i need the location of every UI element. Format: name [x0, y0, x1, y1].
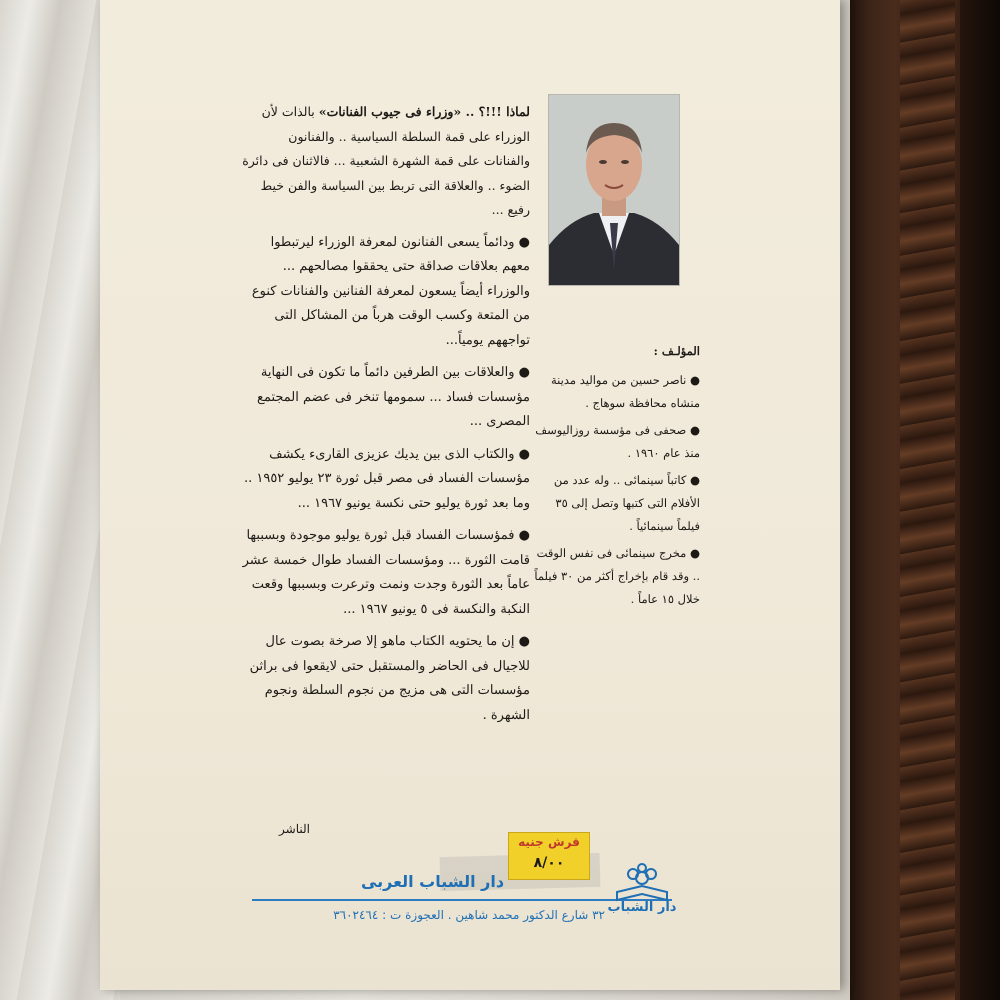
author-item: ● مخرج سينمائى فى نفس الوقت .. وقد قام بإخراج أكثر من ٣٠ فيلماً خلال ١٥ عاماً . — [534, 546, 700, 606]
intro-question: لماذا !!!؟ .. «وزراء فى جيوب الفنانات» — [318, 104, 530, 119]
frame-carving — [900, 0, 955, 1000]
author-photo — [548, 94, 680, 286]
publisher-signature: الناشر — [279, 822, 310, 836]
author-bio — [530, 340, 700, 615]
author-portrait-image — [549, 95, 679, 285]
price-label: قرش جنيه — [518, 835, 580, 849]
author-item: ● كاتباً سينمائى .. وله عدد من الأفلام التى كتبها وتصل إلى ٣٥ فيلماً سينمائياً . — [553, 473, 700, 533]
intro-paragraph — [240, 100, 530, 223]
author-heading: المؤلـف : — [653, 344, 700, 358]
blurb-paragraph-1: ● ودائماً يسعى الفنانون لمعرفة الوزراء ليرتبطوا معهم بعلاقات صداقة حتى يحققوا مصالحهم ... والوزراء أيضاً يسعون لمعرفة الفنانين والفنانات كنوع من المتعة وكسب الوقت هرباً من المشاكل التى تواجههم يومياً... — [251, 234, 530, 348]
frame-edge — [960, 0, 1000, 1000]
publisher-name: دار الشباب العربى — [360, 872, 505, 891]
blurb-paragraph-5: ● إن ما يحتويه الكتاب ماهو إلا صرخة بصوت عال للاجيال فى الحاضر والمستقبل حتى لايقعوا فى براثن مؤسسات التى هى مزيج من نجوم السلطة ونجوم الشهرة . — [249, 634, 530, 723]
publisher-logo-text: دار الشباب — [607, 900, 677, 915]
intro-body: بالذات لأن الوزراء على قمة السلطة السياسية .. والفنانون والفنانات على قمة الشهرة الشعبية ... فالاثنان فى دائرة الضوء .. والعلاقة التى تربط بين السياسة والفن خيط رفيع ... — [242, 104, 530, 217]
price-sticker — [508, 832, 590, 880]
blurb-paragraph-2: ● والعلاقات بين الطرفين دائماً ما تكون فى النهاية مؤسسات فساد ... سمومها تنخر فى عضم المجتمع المصرى ... — [257, 365, 530, 429]
author-item: ● صحفى فى مؤسسة روزاليوسف منذ عام ١٩٦٠ . — [535, 423, 700, 460]
price-value: ٨/٠٠ — [533, 855, 565, 871]
blurb-paragraph-4: ● فمؤسسات الفساد قبل ثورة يوليو موجودة وبسببها قامت الثورة ... ومؤسسات الفساد طوال خمسة عشر عاماً بعد الثورة وجدت ونمت وترعرت وبسببها وقعت النكبة والنكسة فى ٥ يونيو ١٩٦٧ ... — [242, 528, 530, 617]
blurb-column — [240, 100, 530, 736]
blurb-paragraph-3: ● والكتاب الذى بين يديك عزيزى القارىء يكشف مؤسسات الفساد فى مصر قبل ثورة ٢٣ يوليو ١٩٥٢ .. وما بعد ثورة يوليو حتى نكسة يونيو ١٩٦٧ ... — [243, 446, 530, 511]
author-item: ● ناصر حسين من مواليد مدينة منشاه محافظة سوهاج . — [551, 373, 700, 410]
publisher-address: ٣٢ شارع الدكتور محمد شاهين . العجوزة ت : ٣٦٠٢٤٦٤ — [333, 908, 605, 922]
